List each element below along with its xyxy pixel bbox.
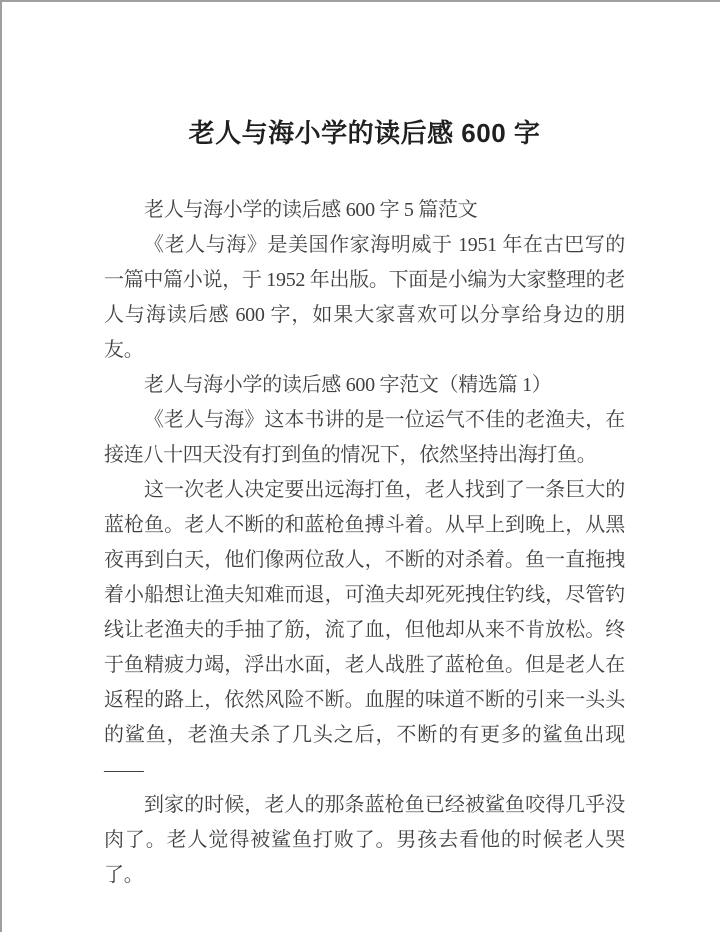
document-content (2, 113, 720, 893)
paragraph-intro-heading: 老人与海小学的读后感 600 字 5 篇范文 (144, 199, 478, 221)
document-title: 老人与海小学的读后感 600 字 (188, 118, 541, 148)
document-body (104, 193, 625, 893)
paragraph-body-3: 到家的时候，老人的那条蓝枪鱼已经被鲨鱼咬得几乎没肉了。老人觉得被鲨鱼打败了。男孩去看他的时候老人哭了。 (104, 794, 625, 886)
paragraph-intro: 《老人与海》是美国作家海明威于 1951 年在古巴写的一篇中篇小说，于 1952 年出版。下面是小编为大家整理的老人与海读后感 600 字，如果大家喜欢可以分享给身边的朋友。 (104, 234, 625, 361)
paragraph-body-2: 这一次老人决定要出远海打鱼，老人找到了一条巨大的蓝枪鱼。老人不断的和蓝枪鱼搏斗着。从早上到晚上，从黑夜再到白天，他们像两位敌人，不断的对杀着。鱼一直拖拽着小船想让渔夫知难而退，可渔夫却死死拽住钓线，尽管钓线让老渔夫的手抽了筋，流了血，但他却从来不肯放松。终于鱼精疲力竭，浮出水面，老人战胜了蓝枪鱼。但是老人在返程的路上，依然风险不断。血腥的味道不断的引来一头头的鲨鱼，老渔夫杀了几头之后，不断的有更多的鲨鱼出现—— (104, 479, 625, 781)
paragraph-section-heading: 老人与海小学的读后感 600 字范文（精选篇 1） (144, 374, 552, 396)
paragraph-body-1: 《老人与海》这本书讲的是一位运气不佳的老渔夫，在接连八十四天没有打到鱼的情况下，依然坚持出海打鱼。 (104, 409, 625, 466)
